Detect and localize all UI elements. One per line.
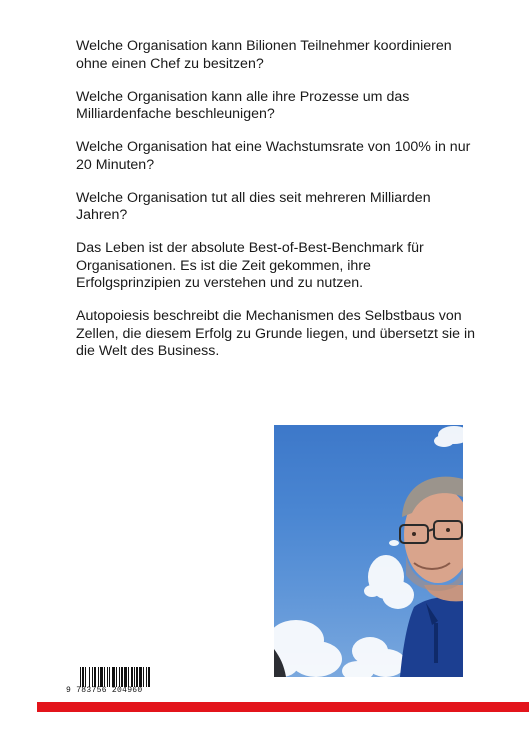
blurb-text <box>76 38 476 376</box>
blurb-paragraph-5: Das Leben ist der absolute Best-of-Best-Benchmark für Organisationen. Es ist die Zeit gekommen, ihre Erfolgsprinzipien zu verstehen und zu nutzen. <box>76 240 424 291</box>
blurb-paragraph-4: Welche Organisation tut all dies seit mehreren Milliarden Jahren? <box>76 189 431 223</box>
blurb-paragraph-3: Welche Organisation hat eine Wachstumsrate von 100% in nur 20 Minuten? <box>76 139 471 173</box>
red-band <box>37 702 529 712</box>
blurb-paragraph-2: Welche Organisation kann alle ihre Prozesse um das Milliardenfache beschleunigen? <box>76 88 410 122</box>
isbn-barcode <box>66 667 171 697</box>
barcode-digits: 9 783756 204960 <box>66 686 143 695</box>
blurb-paragraph-6: Autopoiesis beschreibt die Mechanismen des Selbstbaus von Zellen, die diesem Erfolg zu Grunde liegen, und übersetzt sie in die Welt des Business. <box>76 308 476 359</box>
blurb-paragraph-1: Welche Organisation kann Bilionen Teilnehmer koordinieren ohne einen Chef zu besitzen? <box>76 38 452 72</box>
jacket-shape <box>400 596 463 677</box>
author-photo <box>274 425 463 677</box>
barcode-bars <box>80 667 168 687</box>
